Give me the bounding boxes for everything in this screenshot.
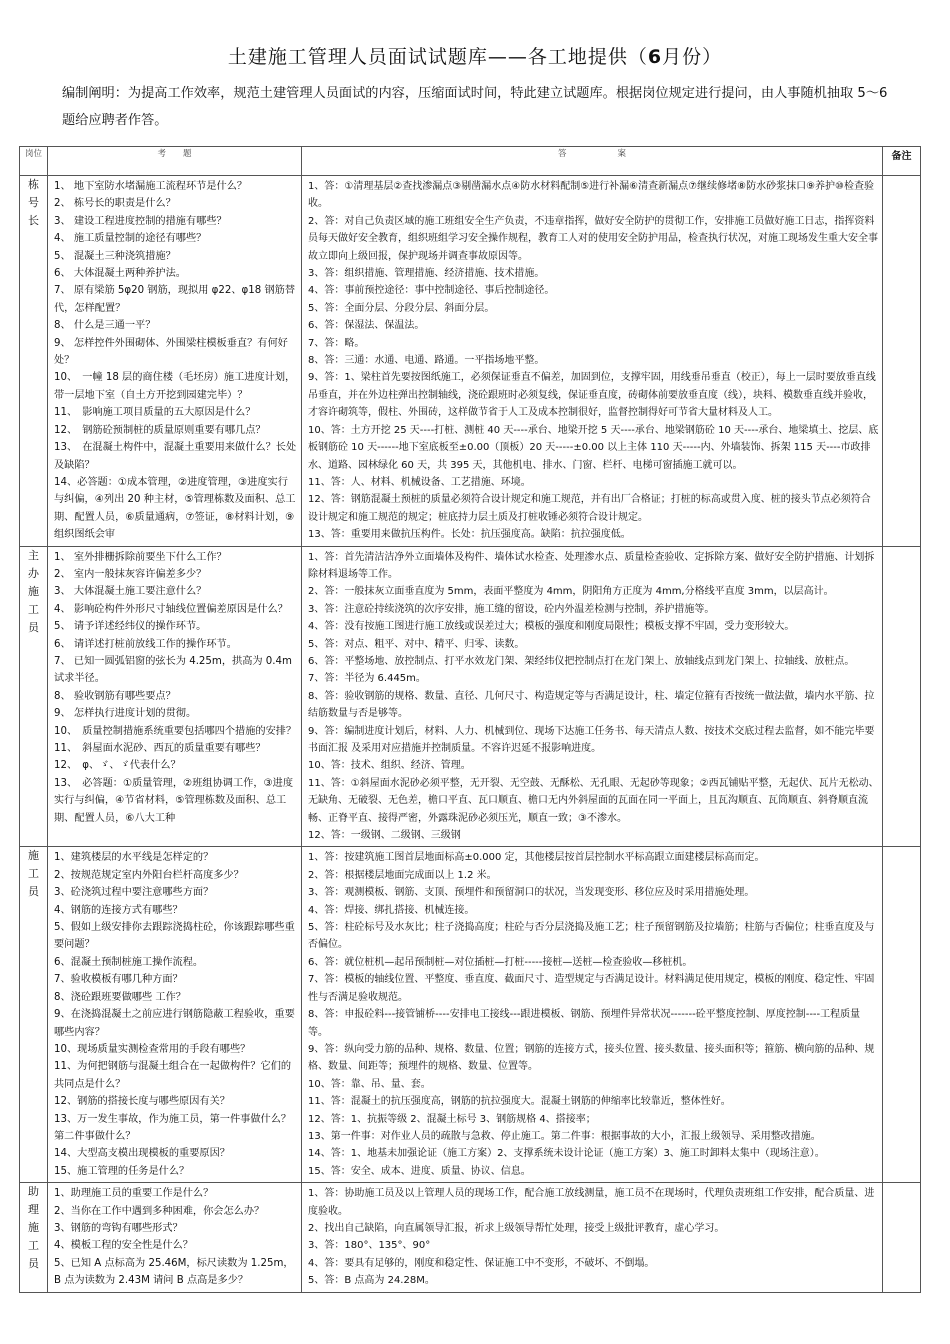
note-cell (883, 1183, 921, 1292)
role-cell (20, 847, 48, 1183)
answer-item: 9、答：纵向受力筋的品种、规格、数量、位置；钢筋的连接方式，接头位置、接头数量、接头面积等；箍筋、横向筋的品种、规格、数量、间距等；预埋件的规格、数量、位置等。 (308, 1043, 875, 1073)
question-item: 9、在浇捣混凝土之前应进行钢筋隐蔽工程验收，重要哪些内容？ (54, 1009, 295, 1038)
table-row (20, 546, 921, 847)
question-cell (48, 176, 302, 547)
question-item: 10、现场质量实测检查常用的手段有哪些？ (54, 1043, 251, 1055)
answer-item: 12、答：一级钢、二级钢、三级钢 (308, 830, 461, 842)
answer-cell (302, 1183, 883, 1292)
question-item: 15、施工管理的任务是什么？ (54, 1165, 190, 1177)
question-item: 4、钢筋的连接方式有哪些？ (54, 904, 183, 916)
table-row (20, 1183, 921, 1292)
header-answer: 答 案 (302, 147, 883, 176)
header-question: 考 题 (48, 147, 302, 176)
question-item: 3、 大体混凝土施工要注意什么？ (54, 586, 207, 598)
question-item: 2、当你在工作中遇到多种困难，你会怎么办？ (54, 1205, 265, 1217)
role-char: 施 (28, 849, 39, 863)
question-table (19, 146, 921, 1293)
answer-item: 12、答：1、抗振等级 2、混凝土标号 3、钢筋规格 4、搭接率； (308, 1113, 596, 1125)
note-cell (883, 546, 921, 847)
question-item: 6、 大体混凝土两种养护法。 (54, 268, 186, 280)
role-char: 栋 (28, 178, 39, 191)
answer-item: 3、答：注意砼持续浇筑的次序安排，施工缝的留设，砼内外温差检测与控制，养护措施等。 (308, 603, 715, 615)
table-row (20, 847, 921, 1183)
question-cell (48, 847, 302, 1183)
answer-item: 1、答：协助施工员及以上管理人员的现场工作，配合施工放线测量，施工员不在现场时，代理负责班组工作安排，配合质量、进度验收。 (308, 1188, 875, 1217)
answer-item: 5、答：对点、粗平、对中、精平、归零、读数。 (308, 638, 525, 650)
answer-item: 4、答：焊接、绑扎搭接、机械连接。 (308, 904, 475, 916)
question-item: 13、 在混凝土构件中，混凝土重要用来做什么？长处及缺陷？ (54, 442, 297, 471)
answer-item: 8、答：验收钢筋的规格、数量、直径、几何尺寸、构造规定等与否满足设计，柱、墙定位箍有否按统一做法做，墙内水平筋、拉结筋数量与否是够等。 (308, 690, 875, 720)
question-item: 1、建筑楼层的水平线是怎样定的？ (54, 852, 214, 864)
answer-item: 6、答：平整场地、放控制点、打平水效龙门架、架经纬仪把控制点打在龙门架上、放轴线点到龙门架上、拉轴线、放桩点。 (308, 655, 855, 667)
question-item: 12、 φ、ゞ、ゞ代表什么？ (54, 760, 181, 772)
answer-item: 6、答：就位桩机—起吊预制桩—对位插桩—打桩-----接桩—送桩—检查验收—移桩机。 (308, 956, 693, 968)
answer-cell (302, 546, 883, 847)
role-char: 号 (28, 196, 39, 209)
question-list (48, 1183, 301, 1291)
question-item: 13、 必答题：①质量管理，②班组协调工作，③进度实行与纠偏，④节省材料，⑤管理栋数及面积、总工期、配置人员，⑥八大工种 (54, 777, 294, 824)
answer-item: 1、答：按建筑施工图首层地面标高±0.000 定，其他楼层按首层控制水平标高跟立面建楼层标高而定。 (308, 852, 765, 864)
question-item: 5、假如上级安排你去跟踪浇捣柱砼，你该跟踪哪些重要问题？ (54, 922, 295, 951)
answer-item: 1、答：首先清洁洁净外立面墙体及构件、墙体试水检查、处理渗水点、质量检查验收、定拆除方案、做好安全防护措施、计划拆除材料退场等工作。 (308, 551, 875, 580)
role-cell (20, 1183, 48, 1292)
answer-item: 5、答：全面分层、分段分层、斜面分层。 (308, 302, 495, 314)
header-note: 备注 (883, 147, 921, 176)
answer-item: 7、答：略。 (308, 337, 365, 349)
document-title (0, 42, 950, 69)
table-row (20, 176, 921, 547)
question-list (48, 847, 301, 1182)
question-item: 11、为何把钢筋与混凝土组合在一起做构件？它们的共同点是什么？ (54, 1061, 292, 1090)
answer-item: 5、答：B 点高为 24.28M。 (308, 1275, 435, 1287)
question-item: 6、混凝土预制桩施工操作流程。 (54, 956, 204, 968)
answer-item: 7、答：半径为 6.445m。 (308, 673, 426, 685)
answer-item: 11、答：人、材料、机械设备、工艺措施、环境。 (308, 476, 531, 488)
answer-cell (302, 847, 883, 1183)
question-item: 2、 栋号长的职责是什么？ (54, 198, 176, 210)
header-role: 岗位 (20, 147, 48, 176)
role-char: 理 (28, 1203, 39, 1217)
answer-item: 3、答：组织措施、管理措施、经济措施、技术措施。 (308, 268, 545, 280)
role-char: 助 (28, 1185, 39, 1199)
answer-item: 4、答：没有按施工图进行施工放线或误差过大；模板的强度和刚度局限性；模板支撑不牢固，受力变形较大。 (308, 621, 795, 633)
question-item: 4、 施工质量控制的途径有哪些？ (54, 233, 207, 245)
role-char: 办 (28, 566, 39, 580)
answer-item: 8、答：申报砼料---接管铺桥----安排电工接线---跟进模板、钢筋、预埋件异常状况-------砼平整度控制、厚度控制----工程质量等。 (308, 1009, 861, 1038)
answer-item: 5、答：柱砼标号及水灰比；柱子浇捣高度；柱砼与否分层浇捣及施工艺；柱子预留钢筋及拉墙筋；柱筋与否偏位；柱垂直度及与否偏位。 (308, 922, 875, 951)
answer-item: 10、答：靠、吊、量、套。 (308, 1078, 431, 1090)
question-item: 9、 怎样控件外围砌体、外围梁柱模板垂直？有何好处？ (54, 337, 288, 367)
question-item: 6、 请详述打桩前放线工作的操作环节。 (54, 638, 237, 650)
question-item: 12、 钢筋砼预制桩的质量原则重要有哪几点？ (54, 424, 266, 436)
answer-item: 4、答：要具有足够的，刚度和稳定性、保证施工中不变形，不破坏、不倒塌。 (308, 1257, 655, 1269)
question-item: 3、 建设工程进度控制的措施有哪些？ (54, 215, 227, 227)
question-item: 10、 质量控制措施系统重要包括哪四个措施的安排？ (54, 725, 297, 737)
answer-item: 3、答：观测模板、钢筋、支顶、预埋件和预留洞口的状况，当发现变形、移位应及时采用措施处理。 (308, 887, 755, 899)
title-month: 6 (647, 46, 663, 68)
question-item: 5、 混凝土三种浇筑措施？ (54, 250, 176, 262)
answer-item: 10、答：技术、组织、经济、管理。 (308, 760, 471, 772)
question-item: 14、必答题：①成本管理，②进度管理，③进度实行与纠偏，④列出 20 种主材，⑤管理栋数及面积、总工期、配置人员，⑥质量通病，⑦签证，⑧材料计划，⑨组织图纸会审 (54, 476, 296, 541)
note-cell (883, 847, 921, 1183)
question-list (48, 547, 301, 830)
role-char: 员 (28, 620, 39, 634)
question-item: 2、 室内一般抹灰容许偏差多少？ (54, 568, 207, 580)
answer-list (302, 847, 882, 1182)
question-item: 4、 影响砼构件外形尺寸轴线位置偏差原因是什么？ (54, 603, 288, 615)
title-end: 月份） (662, 46, 723, 68)
question-item: 2、按规范规定室内外阳台栏杆高度多少？ (54, 869, 244, 881)
answer-list (302, 1183, 882, 1291)
table-header-row (20, 147, 921, 176)
role-char: 施 (28, 1221, 39, 1235)
answer-item: 3、答：180°、135°、90° (308, 1240, 431, 1252)
answer-list (302, 176, 882, 546)
question-item: 5、 请予详述经纬仪的操作环节。 (54, 621, 207, 633)
question-item: 1、 室外排栅拆除前要坐下什么工作？ (54, 551, 227, 563)
question-item: 8、 什么是三通一平？ (54, 320, 156, 332)
question-item: 8、浇砼跟班要做哪些 工作？ (54, 991, 186, 1003)
question-item: 3、钢筋的弯钩有哪些形式？ (54, 1222, 183, 1234)
question-item: 1、 地下室防水堵漏施工流程环节是什么？ (54, 181, 248, 192)
answer-item: 7、答：模板的轴线位置、平整度、垂直度、截面尺寸、造型规定与否满足设计。材料满足使用规定，模板的刚度、稳定性、牢固性与否满足验收规范。 (308, 974, 875, 1003)
question-item: 7、验收模板有哪几种方面？ (54, 974, 183, 986)
note-cell (883, 176, 921, 547)
answer-item: 10、答：土方开挖 25 天----打桩、测桩 40 天----承台、地梁开挖 5 天----承台、地梁钢筋砼 10 天----承台、地梁填土、挖层、底板钢筋砼 10 天------地下室底板至±0.00（顶板）20 天-----±0.00 以上主体 110 天-----内、外墙装饰、拆架 115 天----市政排水、道路、园林绿化 60 天，共 395 天，其他机电、排水、门窗、栏杆、电梯可窗插施工就可以。 (308, 424, 879, 471)
answer-item: 14、答：1、地基未加强论证（施工方案）2、支撑系统未设计论证（施工方案）3、施工时卸料太集中（现场注意）。 (308, 1148, 825, 1160)
question-cell (48, 1183, 302, 1292)
answer-item: 8、答：三通：水通、电通、路通。一平指场地平整。 (308, 355, 545, 367)
role-char: 施 (28, 584, 39, 598)
question-item: 10、 一幢 18 层的商住楼（毛坯房）施工进度计划，带一层地下室（自土方开挖到园建完毕）？ (54, 372, 296, 401)
answer-item: 2、找出自己缺陷，向直属领导汇报，祈求上级领导帮忙处理，接受上级批评教育，虚心学习。 (308, 1222, 725, 1234)
question-item: 14、大型高支模出现模板的重要原因？ (54, 1148, 230, 1160)
role-cell (20, 546, 48, 847)
answer-item: 12、答：钢筋混凝土预桩的质量必须符合设计规定和施工规范，并有出厂合格证；打桩的标高或贯入度、桩的接头节点必须符合设计规定和施工规范的规定；桩底持力层土质及打桩收锤必须符合设计规定。 (308, 494, 871, 523)
answer-item: 13、答：重要用来做抗压构件。长处：抗压强度高。缺陷：抗拉强度低。 (308, 529, 631, 541)
answer-item: 9、答：编制进度计划后，材料、人力、机械到位、现场下达施工任务书、每天清点人数、按技术交底过程去监督，如不能完毕要书面汇报 及采用对应措施并控制质量。不容许迟延不报影响进度。 (308, 725, 875, 754)
question-item: 3、砼浇筑过程中要注意哪些方面？ (54, 887, 214, 899)
answer-item: 2、答：根据楼层地面完成面以上 1.2 米。 (308, 869, 497, 881)
role-char: 主 (28, 548, 39, 562)
answer-item: 9、答：1、梁柱首先要按图纸施工，必须保证垂直不偏差，加固到位，支撑牢固，用线垂吊垂直（校正），每上一层时要放垂直线吊垂直，并在外边柱弹出控制轴线，浇砼跟班时必须复线，保证垂直度，砖砌体前要放垂直度（线），块料、模数垂直线并验收，才容许砌筑等，假柱、外围砖，这样做节省于人工及成本控制很好，监督控制得好可节省大量材料及人工。 (308, 372, 876, 419)
role-char: 工 (28, 867, 39, 881)
answer-item: 1、答：①清理基层②查找渗漏点③剔凿漏水点④防水材料配制⑤进行补漏⑥清查新漏点⑦继续修堵⑧防水砂浆抹口⑨养护⑩检查验收。 (308, 181, 875, 210)
role-char: 长 (28, 214, 39, 227)
role-char: 工 (28, 1239, 39, 1253)
answer-item: 11、答：混凝土的抗压强度高，钢筋的抗拉强度大。混凝土钢筋的伸缩率比较靠近，整体性好。 (308, 1096, 731, 1108)
answer-item: 11、答：①斜屋面水泥砂必须平整，无开裂、无空鼓、无酥松、无孔眼、无起砂等现象；②西瓦铺贴平整，无起伏、瓦片无松动、无缺角、无破裂、无色差，檐口平直、瓦口顺直、檐口无内外斜屋面的瓦面在同一平面上，且瓦沟顺直、瓦筒顺直、斜脊顺直流畅、正脊平直、接得严密，外露珠泥砂必须压光，顺直一致；③不渗水。 (308, 777, 879, 824)
question-item: 1、助理施工员的重要工作是什么？ (54, 1188, 214, 1200)
answer-cell (302, 176, 883, 547)
role-char: 员 (28, 1257, 39, 1271)
question-item: 7、 原有梁筋 5φ20 钢筋，现拟用 φ22、φ18 钢筋替代，怎样配置？ (54, 285, 296, 314)
role-char: 工 (28, 602, 39, 616)
question-item: 12、钢筋的搭接长度与哪些原因有关？ (54, 1096, 230, 1108)
title-main: 土建施工管理人员面试试题库——各工地提供（ (227, 46, 648, 68)
question-item: 11、 影响施工项目质量的五大原因是什么？ (54, 407, 256, 419)
question-item: 5、已知 A 点标高为 25.46M，标尺读数为 1.25m，B 点为读数为 2.43M 请问 B 点高是多少？ (54, 1257, 294, 1287)
question-item: 11、 斜屋面水泥砂、西瓦的质量重要有哪些？ (54, 743, 266, 754)
question-item: 4、模板工程的安全性是什么？ (54, 1240, 193, 1252)
intro-paragraph: 编制阐明：为提高工作效率，规范土建管理人员面试的内容，压缩面试时间，特此建立试题库。根据岗位规定进行提问，由人事随机抽取 5～6 题给应聘者作答。 (62, 86, 888, 128)
answer-item: 13、第一件事：对作业人员的疏散与急救、停止施工。第二件事：根据事故的大小，汇报上级领导、采用整改措施。 (308, 1130, 821, 1142)
question-cell (48, 546, 302, 847)
answer-item: 15、答：安全、成本、进度、质量、协议、信息。 (308, 1165, 531, 1177)
answer-item: 2、答：一般抹灰立面垂直度为 5mm，表面平整度为 4mm，阴阳角方正度为 4mm,分格线平直度 3mm，以层高计。 (308, 586, 834, 598)
answer-item: 6、答：保湿法、保温法。 (308, 320, 425, 332)
question-item: 7、 已知一圆弧铝窗的弦长为 4.25m，拱高为 0.4m 试求半径。 (54, 655, 292, 685)
question-list (48, 176, 301, 546)
answer-item: 4、答：事前预控途径：事中控制途径、事后控制途径。 (308, 285, 555, 297)
role-char: 员 (28, 885, 39, 899)
answer-list (302, 547, 882, 847)
role-cell (20, 176, 48, 547)
question-item: 9、 怎样执行进度计划的贯彻。 (54, 708, 197, 720)
question-item: 13、万一发生事故，作为施工员，第一件事做什么？第二件事做什么？ (54, 1113, 292, 1142)
answer-item: 2、答：对自己负责区域的施工班组安全生产负责，不违章指挥，做好安全防护的贯彻工作，安排施工员做好施工日志，指挥资料员每天做好安全教育，组织班组学习安全操作规程，教育工人对的使用安全防护用品，检查执行状况，对施工现场发生重大安全事故立即向上级回报，保护现场并调查事故原因等。 (308, 215, 878, 262)
question-item: 8、 验收钢筋有哪些要点？ (54, 690, 176, 702)
